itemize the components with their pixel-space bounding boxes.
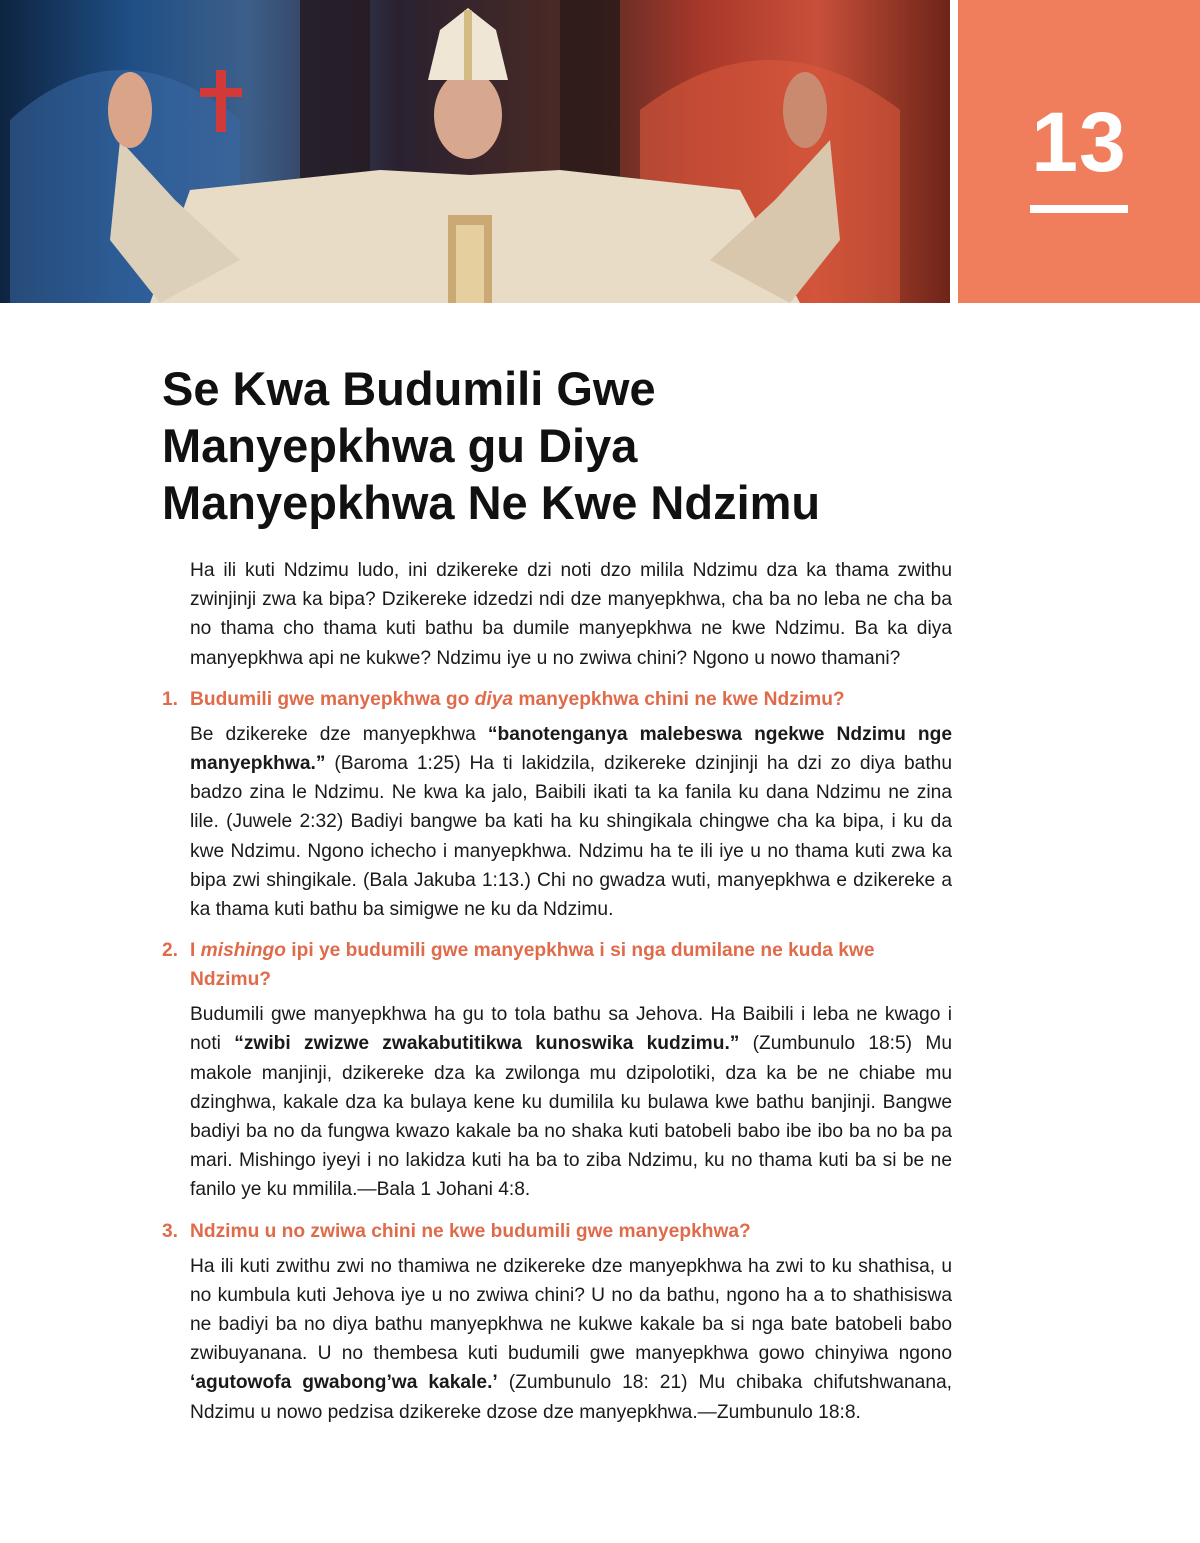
answer-text: (Zumbunulo 18:5) Mu makole manjinji, dzikereke dza ka zwilonga mu dzipolotiki, dza ka be ne chiabe mu dzinghwa, kakale dza ka bulaya kene ku dumilila ku bulawa kwe bathu banjinji. Bangwe badiyi ba no da fungwa kwazo kakale ba no shaka kuti batobeli babo ibe ibo ba no ba pa mari. Mishingo iyeyi i no lakidza kuti ha ba to ziba Ndzimu, ku no thama kuti ba si be ne fanilo ye ku mmilila.—Bala 1 Johani 4:8. xyxy=(190,1033,952,1201)
title-line: Manyepkhwa Ne Kwe Ndzimu xyxy=(162,476,821,529)
question-emphasis: mishingo xyxy=(200,940,286,962)
question-number: 3. xyxy=(162,1220,179,1242)
scripture-quote: ‘agutowofa gwabong’wa kakale.’ xyxy=(190,1372,498,1394)
question-emphasis: diya xyxy=(474,688,514,710)
question-text: Budumili gwe manyepkhwa go xyxy=(190,688,475,710)
chapter-badge xyxy=(958,0,1200,303)
question-number: 2. xyxy=(162,940,179,962)
bishop-illustration xyxy=(0,0,950,303)
answer-text: Be dzikereke dze manyepkhwa xyxy=(190,723,488,745)
answer-paragraph xyxy=(190,1252,952,1427)
question-heading xyxy=(162,936,952,994)
title-line: Manyepkhwa gu Diya xyxy=(162,419,638,472)
chapter-underline xyxy=(1030,205,1128,213)
intro-paragraph: Ha ili kuti Ndzimu ludo, ini dzikereke dzi noti dzo milila Ndzimu dza ka thama zwithu zwinjinji zwa ka bipa? Dzikereke idzedzi ndi dze manyepkhwa, cha ba no leba ne cha ba no thama cho thama kuti bathu ba dumile manyepkhwa ne kwe Ndzimu. Ba ka diya manyepkhwa api ne kukwe? Ndzimu iye u no zwiwa chini? Ngono u nowo thamani? xyxy=(190,560,952,669)
question-number: 1. xyxy=(162,688,179,710)
question-text: ipi ye budumili gwe manyepkhwa i si nga dumilane ne kuda kwe Ndzimu? xyxy=(190,940,875,991)
answer-text: (Zumbunulo 18: 21) Mu chibaka chifutshwanana, Ndzimu u nowo pedzisa dzikereke dzose dze manyepkhwa.—Zumbunulo 18:8. xyxy=(190,1372,952,1423)
header-photo xyxy=(0,0,950,303)
scripture-quote: “banotenganya malebeswa ngekwe Ndzimu nge manyepkhwa.” xyxy=(190,723,952,775)
scripture-quote: “zwibi zwizwe zwakabutitikwa kunoswika kudzimu.” xyxy=(234,1033,740,1055)
answer-text: Ha ili kuti zwithu zwi no thamiwa ne dzikereke dze manyepkhwa ha zwi to ku shathisa, u no kumbula kuti Jehova iye u no zwiwa chini? U no da bathu, ngono ha a to shathisiswa ne badiyi ba no diya bathu manyepkhwa ne kukwe kakale ba si nga bate batobeli babo zwibuyanana. U no thembesa kuti budumili gwe manyepkhwa gowo chinyiwa ngono xyxy=(190,1255,952,1365)
question-heading xyxy=(162,685,952,714)
page-title xyxy=(162,360,942,531)
question-text: Ndzimu u no zwiwa chini ne kwe budumili gwe manyepkhwa? xyxy=(190,1220,751,1242)
question-text: manyepkhwa chini ne kwe Ndzimu? xyxy=(513,688,845,710)
chapter-number: 13 xyxy=(1031,95,1127,189)
question-heading xyxy=(162,1217,952,1246)
answer-paragraph xyxy=(190,720,952,924)
answer-paragraph xyxy=(190,1000,952,1204)
answer-text: (Baroma 1:25) Ha ti lakidzila, dzikereke dzinjinji ha dzi zo diya bathu badzo zina le Ndzimu. Ne kwa ka jalo, Baibili ikati ta ka fanila ku dana Ndzimu ne zina lile. (Juwele 2:32) Badiyi bangwe ba kati ha ku shingikala chingwe cha ka bipa, i ku da kwe Ndzimu. Ngono ichecho i manyepkhwa. Ndzimu ha te ili iye u no thama kuti zwa ka bipa zwi shingikale. (Bala Jakuba 1:13.) Chi no gwadza wuti, manyepkhwa e dzikereke a ka thama kuti bathu ba simigwe ne ku da Ndzimu. xyxy=(190,753,952,921)
title-line: Se Kwa Budumili Gwe xyxy=(162,362,656,415)
question-text: I xyxy=(190,940,201,962)
article-body xyxy=(162,556,952,1427)
answer-text: Budumili gwe manyepkhwa ha gu to tola bathu sa Jehova. Ha Baibili i leba ne kwago i noti xyxy=(190,1004,952,1055)
